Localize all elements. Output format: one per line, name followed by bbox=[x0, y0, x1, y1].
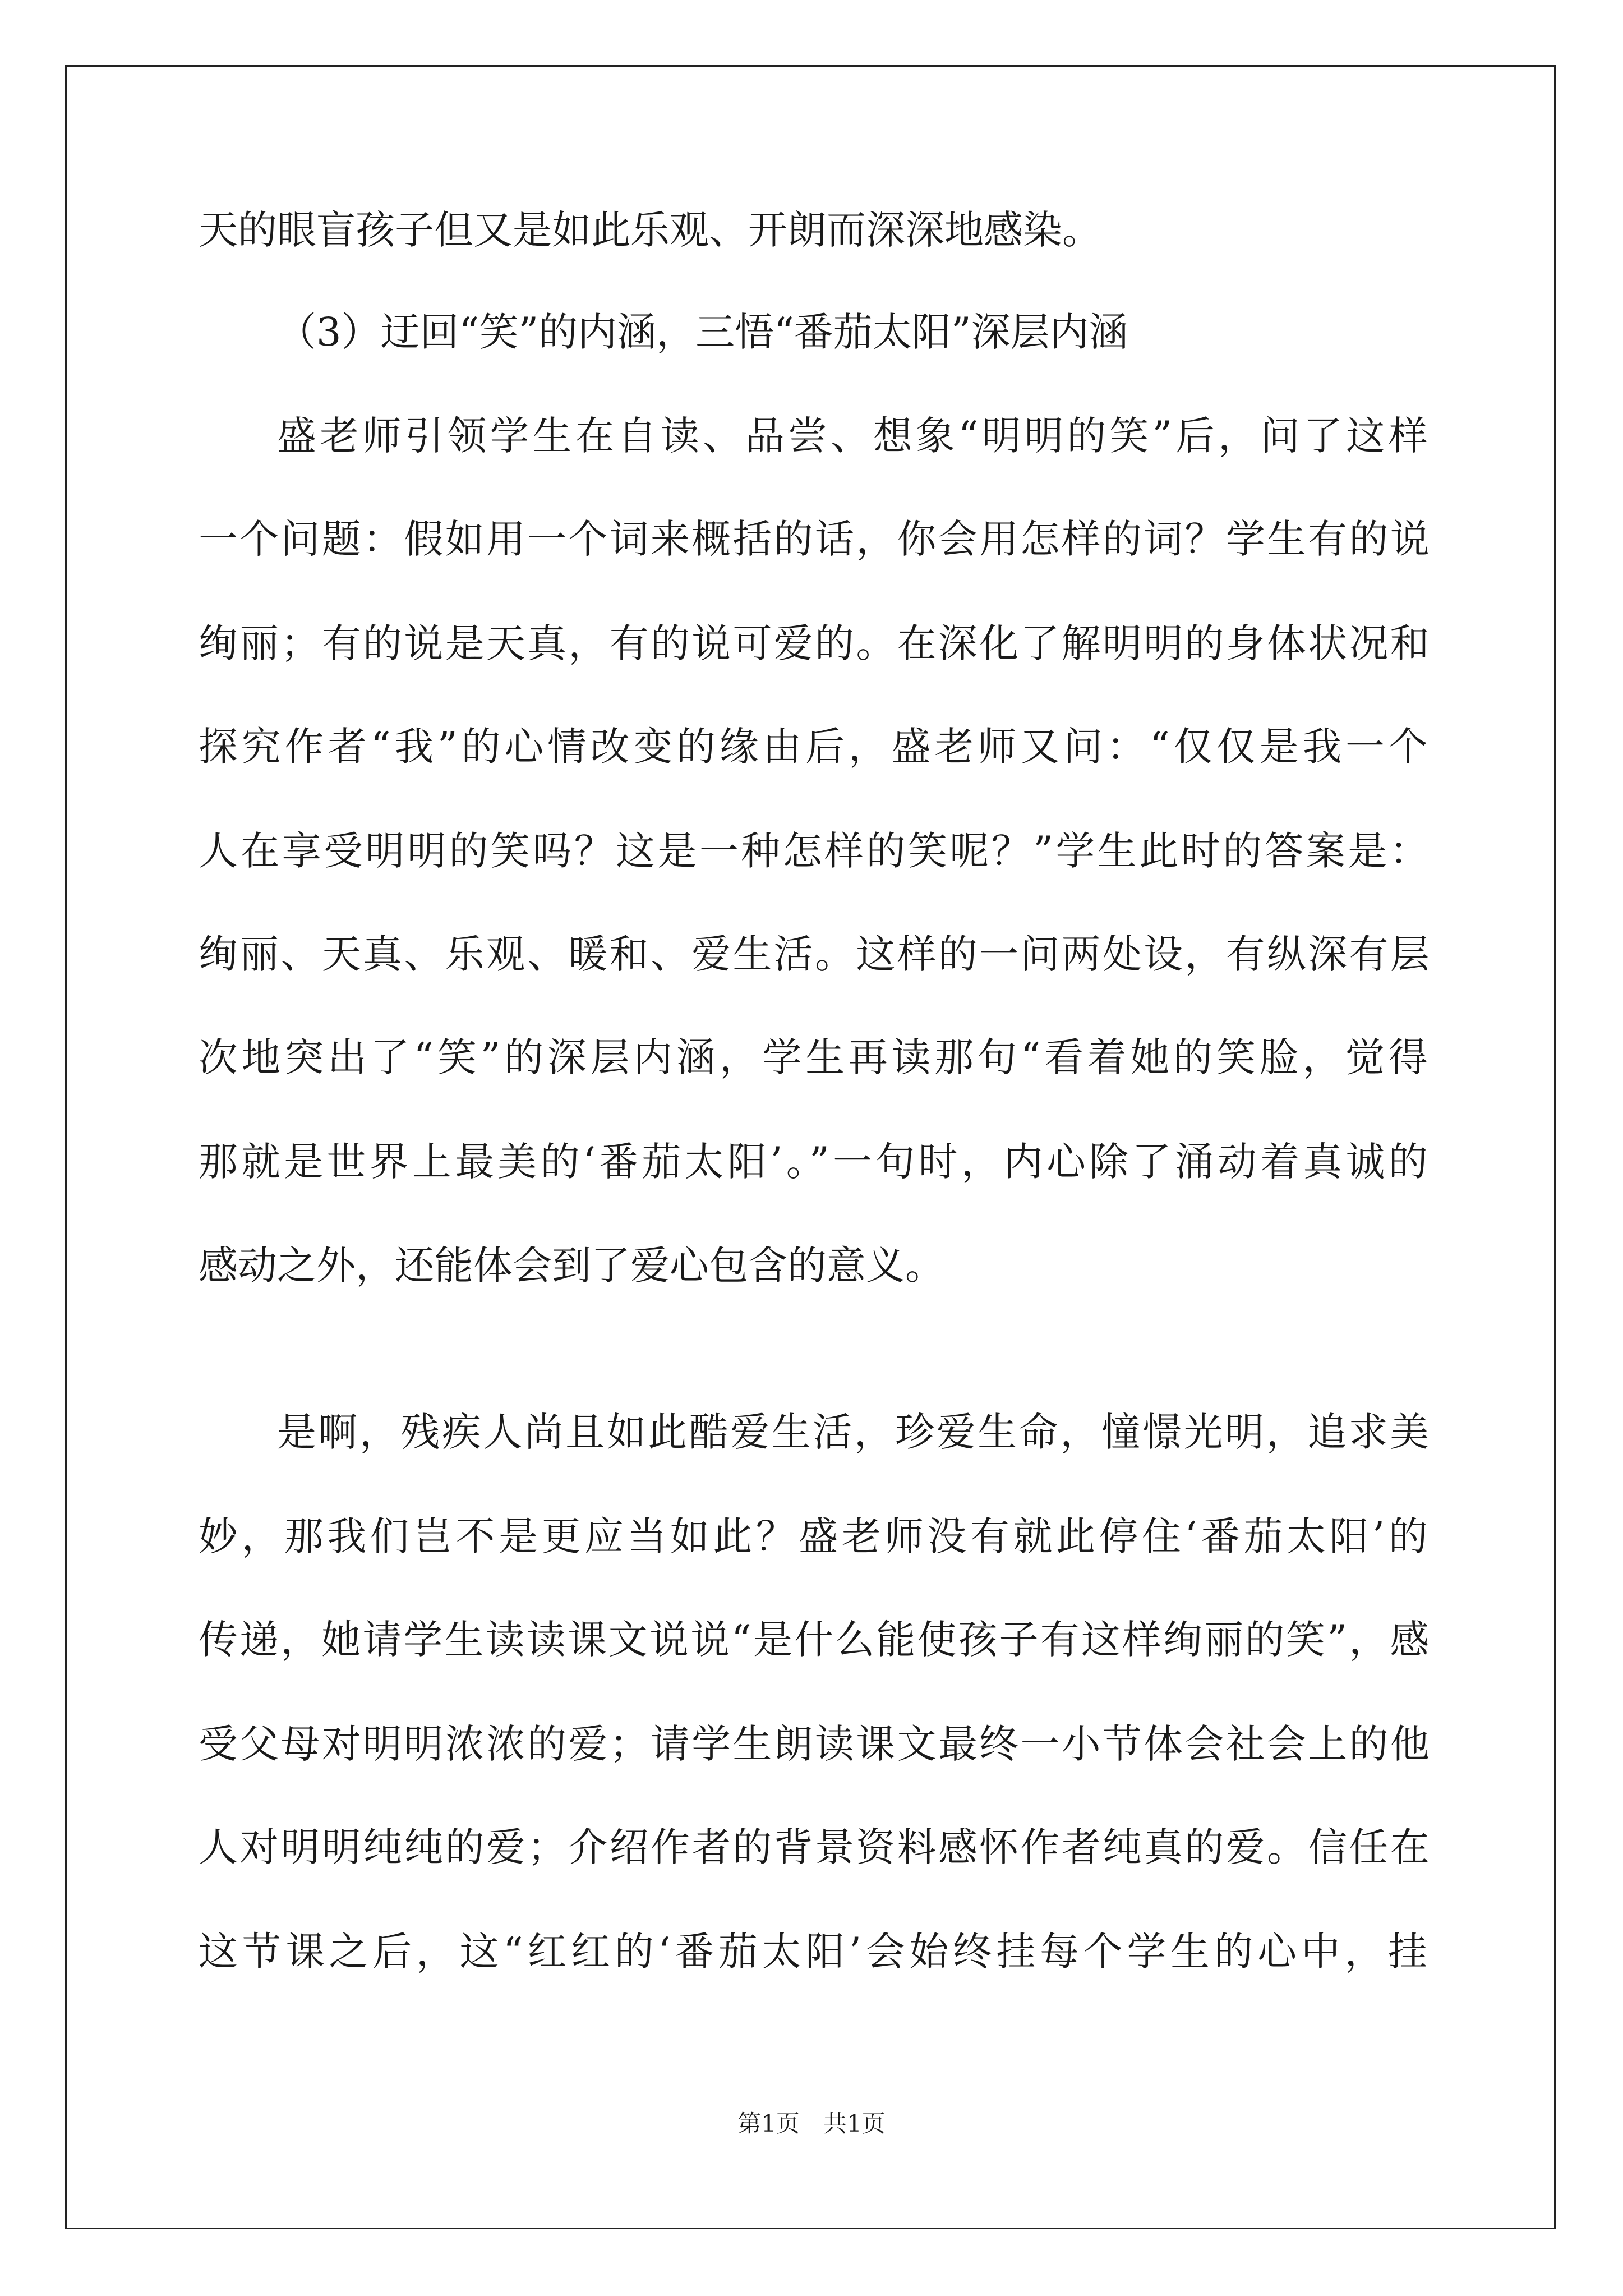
page-footer: 第1页 共1页 bbox=[737, 2110, 886, 2137]
text-line: 一个问题：假如用一个词来概括的话，你会用怎样的词？学生有的说 bbox=[199, 517, 1432, 562]
text-line: 妙，那我们岂不是更应当如此？盛老师没有就此停住‘番茄太阳’的 bbox=[199, 1514, 1432, 1559]
text-line: 人在享受明明的笑吗？这是一种怎样的笑呢？”学生此时的答案是： bbox=[199, 829, 1432, 874]
text-line: 传递，她请学生读读课文说说“是什么能使孩子有这样绚丽的笑”，感 bbox=[199, 1617, 1431, 1663]
text-line: 绚丽；有的说是天真，有的说可爱的。在深化了解明明的身体状况和 bbox=[199, 621, 1432, 666]
text-line: 人对明明纯纯的爱；介绍作者的背景资料感怀作者纯真的爱。信任在 bbox=[199, 1825, 1432, 1870]
paragraph-first-line: （3）迂回“笑”的内涵，三悟“番茄太阳”深层内涵 bbox=[277, 309, 1128, 355]
text-line: 次地突出了“笑”的深层内涵，学生再读那句“看着她的笑脸，觉得 bbox=[199, 1035, 1432, 1080]
text-line: 受父母对明明浓浓的爱；请学生朗读课文最终一小节体会社会上的他 bbox=[199, 1722, 1432, 1767]
text-line: 绚丽、天真、乐观、暖和、爱生活。这样的一问两处设，有纵深有层 bbox=[199, 932, 1432, 977]
paragraph-first-line: 是啊，残疾人尚且如此酷爱生活，珍爱生命，憧憬光明，追求美 bbox=[277, 1410, 1431, 1455]
paragraph-first-line: 盛老师引领学生在自读、品尝、想象“明明的笑”后，问了这样 bbox=[277, 413, 1431, 459]
text-line: 这节课之后，这“红红的‘番茄太阳’会始终挂每个学生的心中，挂 bbox=[199, 1929, 1432, 1975]
text-line: 探究作者“我”的心情改变的缘由后，盛老师又问：“仅仅是我一个 bbox=[199, 724, 1432, 770]
text-line: 天的眼盲孩子但又是如此乐观、开朗而深深地感染。 bbox=[199, 207, 1101, 253]
text-line: 那就是世界上最美的‘番茄太阳’。”一句时，内心除了涌动着真诚的 bbox=[199, 1139, 1432, 1185]
text-line: 感动之外，还能体会到了爱心包含的意义。 bbox=[199, 1243, 944, 1289]
